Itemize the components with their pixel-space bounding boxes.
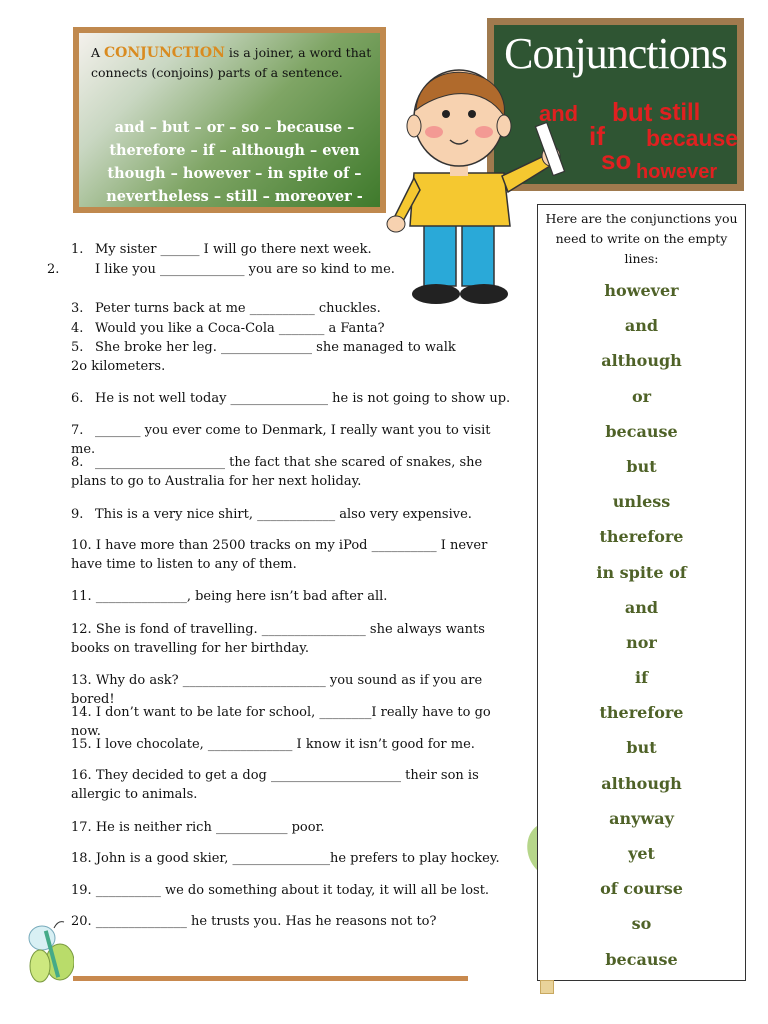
exercise-text: I have more than 2500 tracks on my iPod __________ I never have time to listen to any of them. bbox=[71, 538, 488, 572]
exercise-text: ____________________ the fact that she scared of snakes, she plans to go to Australia for her next holiday. bbox=[71, 455, 483, 489]
word-bank-item: or bbox=[631, 386, 652, 406]
chalkboard-word: because bbox=[646, 125, 739, 151]
exercise-number: 18. bbox=[71, 851, 92, 866]
chalkboard-word: however bbox=[636, 161, 718, 183]
exercise-text: He is not well today _______________ he is not going to show up. bbox=[95, 391, 511, 406]
chalkboard-word: if bbox=[589, 121, 605, 151]
word-bank-item: because bbox=[605, 949, 678, 969]
exercise-item bbox=[71, 299, 516, 318]
exercise-number: 20. bbox=[71, 914, 92, 929]
exercise-text: Peter turns back at me __________ chuckles. bbox=[95, 301, 381, 316]
exercise-item bbox=[71, 912, 516, 931]
word-bank-item: nor bbox=[626, 632, 657, 652]
exercise-text: She broke her leg. ______________ she managed to walk 2o kilometers. bbox=[71, 340, 456, 374]
exercise-number: 1. bbox=[71, 242, 84, 257]
chalkboard-word: so bbox=[601, 145, 632, 175]
exercise-item bbox=[71, 319, 516, 338]
conjunction-list-line: though – however – in spite of – bbox=[107, 165, 362, 182]
word-box-stand bbox=[540, 980, 554, 994]
word-bank-item: and bbox=[624, 316, 659, 336]
chalkboard-title: Conjunctions bbox=[504, 29, 727, 78]
conjunction-list-line: and – but – or – so – because – bbox=[114, 119, 355, 136]
word-bank-item: although bbox=[601, 351, 682, 371]
exercise-number: 7. bbox=[71, 423, 84, 438]
exercise-number: 10. bbox=[71, 538, 92, 553]
exercise-text: Would you like a Coca-Cola _______ a Fanta? bbox=[95, 321, 385, 336]
exercise-item bbox=[71, 766, 516, 804]
exercise-text: __________ we do something about it today, it will all be lost. bbox=[95, 883, 490, 898]
word-bank-list bbox=[538, 279, 745, 983]
exercise-text: I like you _____________ you are so kind to me. bbox=[95, 262, 395, 277]
word-bank-item: and bbox=[624, 597, 659, 617]
exercise-text: He is neither rich ___________ poor. bbox=[95, 820, 325, 835]
definition-keyword: CONJUNCTION bbox=[104, 45, 225, 61]
exercise-item bbox=[71, 849, 516, 868]
definition-box bbox=[73, 27, 386, 213]
word-bank-item: if bbox=[635, 668, 648, 688]
leaf-decoration bbox=[523, 826, 537, 870]
exercise-text: She is fond of travelling. ________________ she always wants books on travelling for her birthday. bbox=[71, 622, 485, 656]
exercise-item bbox=[71, 389, 516, 408]
exercise-item bbox=[71, 505, 516, 524]
word-bank-item: therefore bbox=[599, 527, 684, 547]
exercise-text: John is a good skier, _______________he prefers to play hockey. bbox=[95, 851, 500, 866]
conjunction-list-line: nevertheless – still – moreover - bbox=[106, 188, 363, 205]
exercise-number: 5. bbox=[71, 340, 84, 355]
exercise-item bbox=[71, 240, 516, 259]
butterfly-icon bbox=[24, 920, 74, 986]
exercise-number: 3. bbox=[71, 301, 84, 316]
exercise-number: 6. bbox=[71, 391, 84, 406]
word-bank-item: in spite of bbox=[596, 562, 687, 582]
exercise-item bbox=[71, 338, 471, 376]
exercise-text: This is a very nice shirt, ____________ also very expensive. bbox=[95, 507, 472, 522]
exercise-item bbox=[71, 453, 511, 491]
chalkboard-word: still bbox=[659, 99, 701, 126]
exercise-item bbox=[71, 881, 516, 900]
conjunction-list-line: therefore – if – although – even bbox=[109, 142, 360, 159]
exercise-number: 4. bbox=[71, 321, 84, 336]
exercise-text: ______________, being here isn’t bad after all. bbox=[95, 589, 388, 604]
word-bank-heading: Here are the conjunctions you need to write on the empty lines: bbox=[545, 211, 738, 266]
exercise-item bbox=[47, 260, 400, 279]
word-bank-item: therefore bbox=[599, 703, 684, 723]
exercise-item bbox=[71, 818, 516, 837]
exercise-text: I love chocolate, _____________ I know it isn’t good for me. bbox=[95, 737, 475, 752]
word-bank-item: of course bbox=[600, 879, 683, 899]
word-bank-item: however bbox=[604, 281, 679, 300]
chalkboard-word: but bbox=[612, 97, 653, 127]
exercise-item bbox=[71, 587, 516, 606]
definition-text bbox=[91, 43, 381, 82]
exercise-number: 8. bbox=[71, 455, 84, 470]
exercise-text: I don’t want to be late for school, ________I really have to go now. bbox=[71, 705, 491, 739]
exercise-number: 16. bbox=[71, 768, 92, 783]
word-bank-item: although bbox=[601, 773, 682, 793]
word-bank-item: so bbox=[631, 914, 652, 934]
word-bank-item: but bbox=[626, 456, 657, 476]
exercise-number: 13. bbox=[71, 673, 92, 688]
conjunction-list bbox=[87, 116, 382, 208]
word-bank-box bbox=[537, 204, 746, 981]
exercise-number: 17. bbox=[71, 820, 92, 835]
exercise-number: 14. bbox=[71, 705, 92, 720]
exercise-number: 9. bbox=[71, 507, 84, 522]
exercise-text: ______________ he trusts you. Has he reasons not to? bbox=[95, 914, 437, 929]
word-bank-item: yet bbox=[628, 844, 655, 863]
word-bank-item: because bbox=[605, 421, 678, 441]
exercise-number: 19. bbox=[71, 883, 92, 898]
exercise-item bbox=[71, 536, 516, 574]
definition-prefix: A bbox=[91, 45, 101, 60]
footer-line bbox=[73, 976, 468, 981]
chalkboard-word: and bbox=[539, 101, 579, 126]
exercise-text: Why do ask? ______________________ you sound as if you are bored! bbox=[71, 673, 483, 707]
exercise-number: 15. bbox=[71, 737, 92, 752]
word-bank-item: but bbox=[626, 738, 657, 758]
exercise-item bbox=[71, 735, 516, 754]
exercise-text: My sister ______ I will go there next week. bbox=[95, 242, 372, 257]
exercise-text: _______ you ever come to Denmark, I really want you to visit me. bbox=[71, 423, 491, 457]
exercise-number: 12. bbox=[71, 622, 92, 637]
exercise-number: 11. bbox=[71, 589, 92, 604]
definition-rest: is a joiner, a word that connects (conjoins) parts of a sentence. bbox=[91, 45, 372, 80]
word-bank-item: anyway bbox=[609, 808, 674, 828]
exercise-item bbox=[71, 620, 516, 658]
exercise-text: They decided to get a dog ____________________ their son is allergic to animals. bbox=[71, 768, 479, 802]
exercise-number: 2. bbox=[47, 262, 60, 277]
word-bank-item: unless bbox=[612, 492, 671, 512]
